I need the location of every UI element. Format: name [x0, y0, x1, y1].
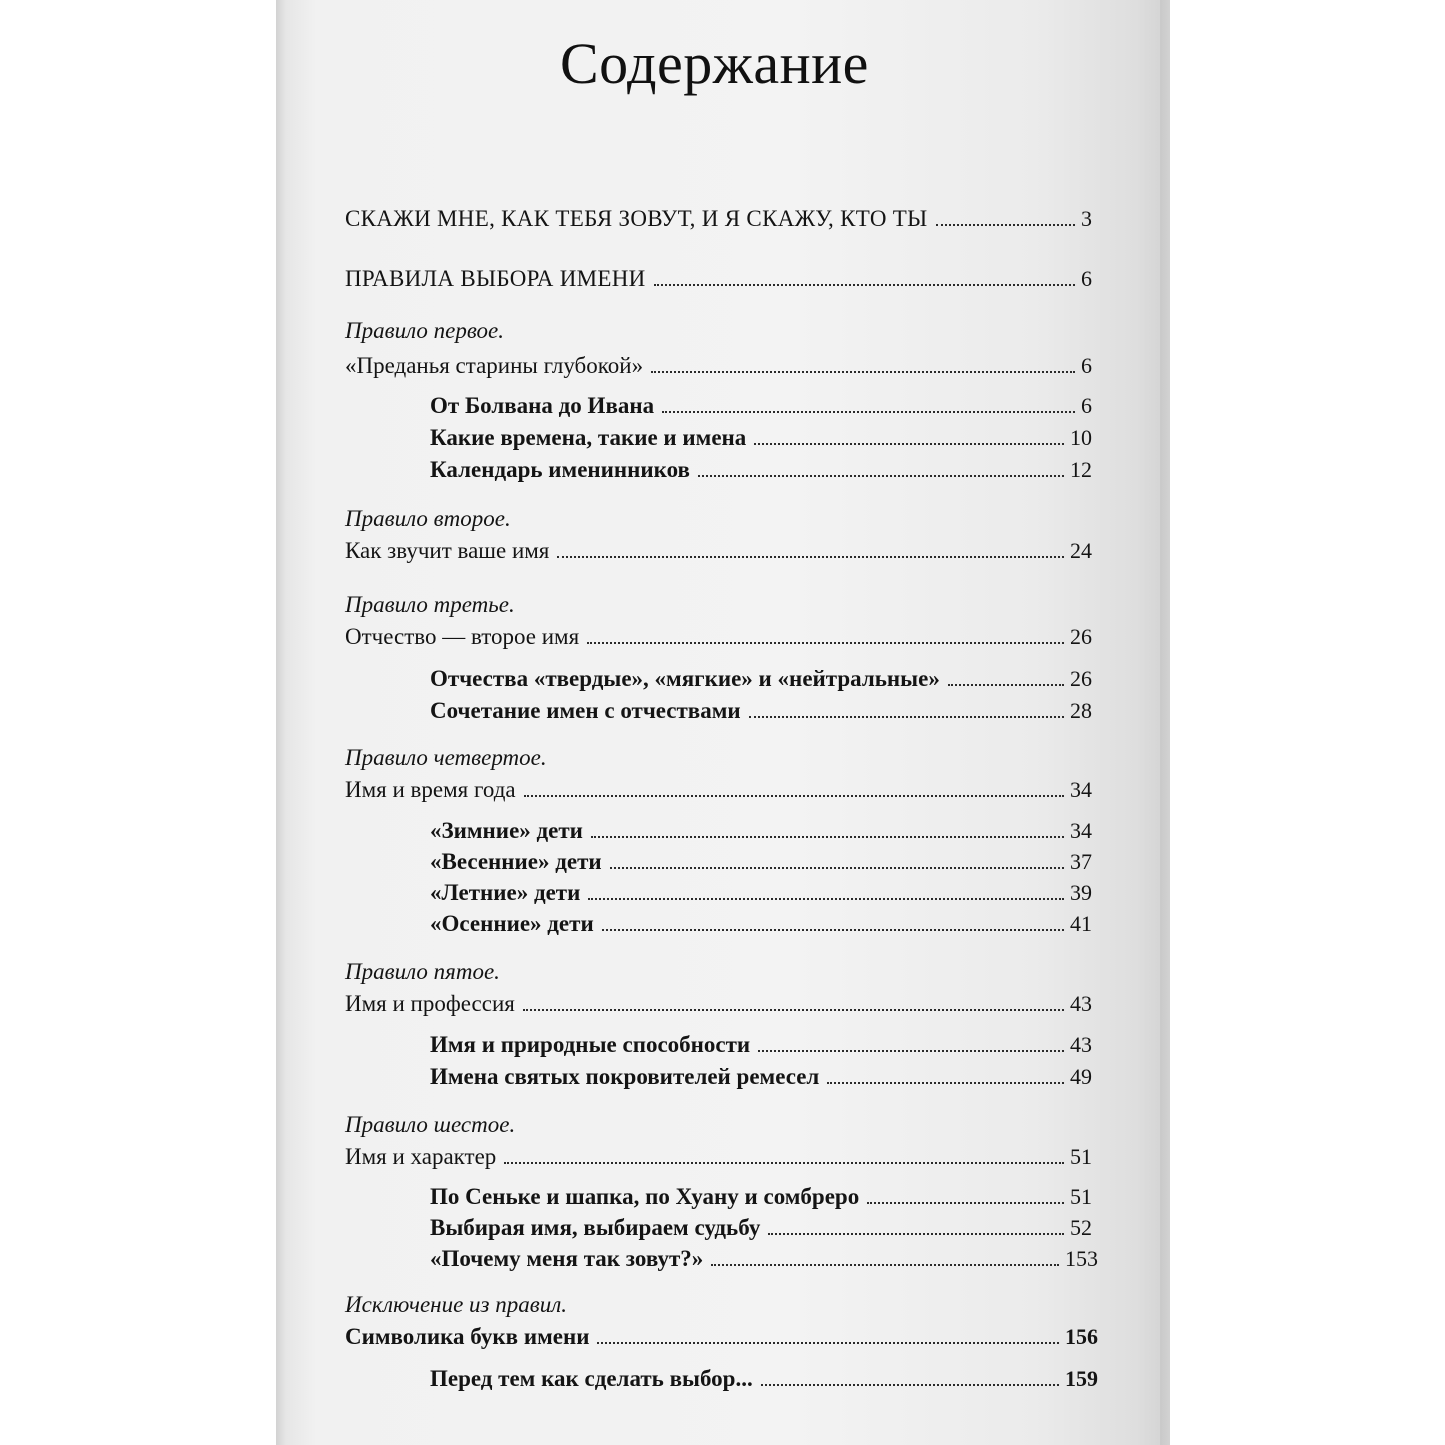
toc-entry-label: Сочетание имен с отчествами [430, 698, 741, 723]
toc-subentry [430, 880, 1092, 912]
toc-leader-dots [651, 371, 1075, 373]
rule-heading: Правило шестое. [345, 1112, 516, 1137]
toc-entry [345, 353, 1092, 385]
toc-leader-dots [524, 795, 1064, 797]
toc-subentry [430, 698, 1092, 730]
toc-subentry [430, 1215, 1092, 1247]
toc-leader-dots [523, 1009, 1064, 1011]
toc-entry-rules [345, 266, 1092, 298]
toc-entry-page: 39 [1070, 880, 1092, 905]
toc-entry-page: 153 [1065, 1246, 1098, 1271]
toc-entry-label: Выбирая имя, выбираем судьбу [430, 1215, 761, 1240]
toc-subentry [430, 911, 1092, 943]
toc-subentry [430, 425, 1092, 457]
toc-subentry [430, 1366, 1098, 1398]
toc-entry-page: 41 [1070, 911, 1092, 936]
toc-entry-label: «Зимние» дети [430, 818, 583, 843]
toc-subentry [430, 666, 1092, 698]
toc-subentry [430, 849, 1092, 881]
toc-leader-dots [754, 443, 1064, 445]
toc-entry-label: Какие времена, такие и имена [430, 425, 747, 450]
toc-entry-page: 34 [1070, 818, 1092, 843]
toc-leader-dots [591, 836, 1064, 838]
toc-leader-dots [602, 929, 1064, 931]
toc-entry-page: 43 [1070, 1032, 1092, 1057]
toc-entry-page: 156 [1065, 1324, 1098, 1349]
toc-entry-label: Имя и характер [345, 1144, 497, 1169]
toc-entry-label: «Летние» дети [430, 880, 581, 905]
toc-leader-dots [711, 1264, 1059, 1266]
toc-leader-dots [827, 1082, 1064, 1084]
page-title: Содержание [560, 31, 869, 96]
toc-entry-label: Имя и профессия [345, 991, 515, 1016]
toc-entry-label: Отчества «твердые», «мягкие» и «нейтральные» [430, 666, 940, 691]
toc-entry-page: 26 [1070, 666, 1092, 691]
rule-heading: Правило пятое. [345, 959, 500, 984]
toc-entry-label: Календарь именинников [430, 457, 690, 482]
toc-entry [345, 538, 1092, 570]
toc-leader-dots [758, 1050, 1064, 1052]
toc-entry-page: 43 [1070, 991, 1092, 1016]
rule-heading: Правило третье. [345, 592, 515, 617]
toc-entry-page: 34 [1070, 777, 1092, 802]
toc-subentry [430, 393, 1092, 425]
toc-leader-dots [662, 411, 1075, 413]
right-background [1170, 0, 1445, 1445]
toc-entry-page: 159 [1065, 1366, 1098, 1391]
toc-leader-dots [654, 284, 1075, 286]
toc-entry-page: 49 [1070, 1064, 1092, 1089]
toc-subentry [430, 1246, 1098, 1278]
toc-entry-label: СКАЖИ МНЕ, КАК ТЕБЯ ЗОВУТ, И Я СКАЖУ, КТО ТЫ [345, 206, 928, 231]
toc-leader-dots [504, 1162, 1064, 1164]
toc-leader-dots [588, 898, 1064, 900]
toc-leader-dots [610, 867, 1064, 869]
toc-entry [345, 991, 1092, 1023]
toc-entry-page: 28 [1070, 698, 1092, 723]
toc-entry [345, 1144, 1092, 1176]
toc-entry-page: 37 [1070, 849, 1092, 874]
rule-heading: Правило первое. [345, 318, 505, 343]
rule-heading: Исключение из правил. [345, 1292, 568, 1317]
toc-entry-label: «Осенние» дети [430, 911, 594, 936]
toc-entry-label: Имя и время года [345, 777, 516, 802]
toc-entry-label: Как звучит ваше имя [345, 538, 550, 563]
toc-leader-dots [749, 716, 1064, 718]
toc-leader-dots [587, 642, 1064, 644]
toc-subentry [430, 457, 1092, 489]
toc-subentry [430, 1184, 1092, 1216]
toc-entry-label: По Сеньке и шапка, по Хуану и сомбреро [430, 1184, 860, 1209]
toc-entry-label: ПРАВИЛА ВЫБОРА ИМЕНИ [345, 266, 646, 291]
toc-leader-dots [698, 475, 1064, 477]
toc-entry-page: 10 [1070, 425, 1092, 450]
toc-entry-page: 3 [1081, 206, 1092, 231]
toc-entry-label: Перед тем как сделать выбор... [430, 1366, 753, 1391]
toc-subentry [430, 1032, 1092, 1064]
toc-entry-label: Имя и природные способности [430, 1032, 751, 1057]
toc-entry [345, 624, 1092, 656]
toc-entry [345, 1324, 1098, 1356]
left-background [0, 0, 276, 1445]
rule-heading: Правило четвертое. [345, 745, 547, 770]
toc-leader-dots [936, 224, 1076, 226]
toc-leader-dots [867, 1202, 1064, 1204]
toc-entry-label: «Весенние» дети [430, 849, 602, 874]
toc-leader-dots [597, 1342, 1059, 1344]
toc-entry-page: 6 [1081, 393, 1092, 418]
toc-entry-label: От Болвана до Ивана [430, 393, 655, 418]
toc-entry-label: «Почему меня так зовут?» [430, 1246, 704, 1271]
toc-entry-page: 6 [1081, 353, 1092, 378]
toc-entry-label: Имена святых покровителей ремесел [430, 1064, 820, 1089]
toc-entry-page: 26 [1070, 624, 1092, 649]
toc-entry-page: 12 [1070, 457, 1092, 482]
toc-leader-dots [557, 556, 1064, 558]
toc-entry-page: 51 [1070, 1144, 1092, 1169]
toc-subentry [430, 818, 1092, 850]
toc-entry-intro [345, 206, 1092, 238]
toc-entry-label: Отчество — второе имя [345, 624, 580, 649]
toc-entry [345, 777, 1092, 809]
toc-entry-label: «Преданья старины глубокой» [345, 353, 644, 378]
toc-leader-dots [761, 1384, 1059, 1386]
toc-entry-page: 6 [1081, 266, 1092, 291]
rule-heading: Правило второе. [345, 506, 511, 531]
toc-subentry [430, 1064, 1092, 1096]
toc-leader-dots [768, 1233, 1064, 1235]
toc-entry-label: Символика букв имени [345, 1324, 590, 1349]
toc-entry-page: 24 [1070, 538, 1092, 563]
toc-entry-page: 51 [1070, 1184, 1092, 1209]
page-edge-shadow [1160, 0, 1170, 1445]
toc-leader-dots [948, 684, 1064, 686]
toc-entry-page: 52 [1070, 1215, 1092, 1240]
